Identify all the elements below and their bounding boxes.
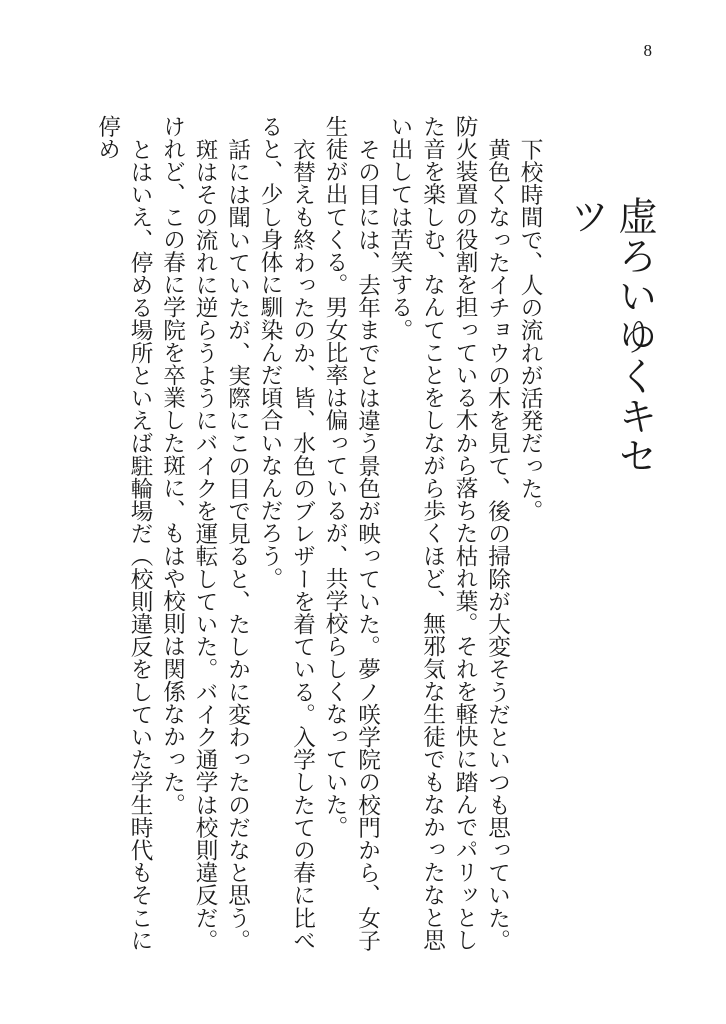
paragraph: 斑はその流れに逆らうようにバイクを運転していた。バイク通学は校則違反だ。けれど、この春に学院を卒業した斑に、もはや校則は関係なかった。 — [159, 115, 218, 952]
body-text — [94, 115, 546, 965]
page-number: 8 — [643, 41, 652, 60]
paragraph: 衣替えも終わったのか、皆、水色のブレザーを着ている。入学したての春に比べると、少し身体に馴染んだ頃合いなんだろう。 — [257, 115, 316, 952]
paragraph: 話には聞いていたが、実際にこの目で見ると、たしかに変わったのだなと思う。 — [224, 137, 251, 952]
paragraph: 黄色くなったイチョウの木を見て、後の掃除が大変そうだといつも思っていた。防火装置の役割を担っている木から落ちた枯れ葉。それを軽快に踏んでパリッとした音を楽しむ、なんてことをしながら歩くほど、無邪気な生徒でもなかったなと思い出しては苦笑する。 — [387, 115, 511, 952]
paragraph: とはいえ、停める場所といえば駐輪場だ（校則違反をしていた学生時代もそこに停め — [94, 115, 153, 952]
paragraph: 下校時間で、人の流れが活発だった。 — [517, 137, 543, 522]
paragraph: その目には、去年までとは違う景色が映っていた。夢ノ咲学院の校門から、女子生徒が出てくる。男女比率は偏っているが、共学校らしくなっていた。 — [322, 115, 381, 952]
chapter-title: 虚ろいゆくキセツ — [564, 196, 657, 476]
